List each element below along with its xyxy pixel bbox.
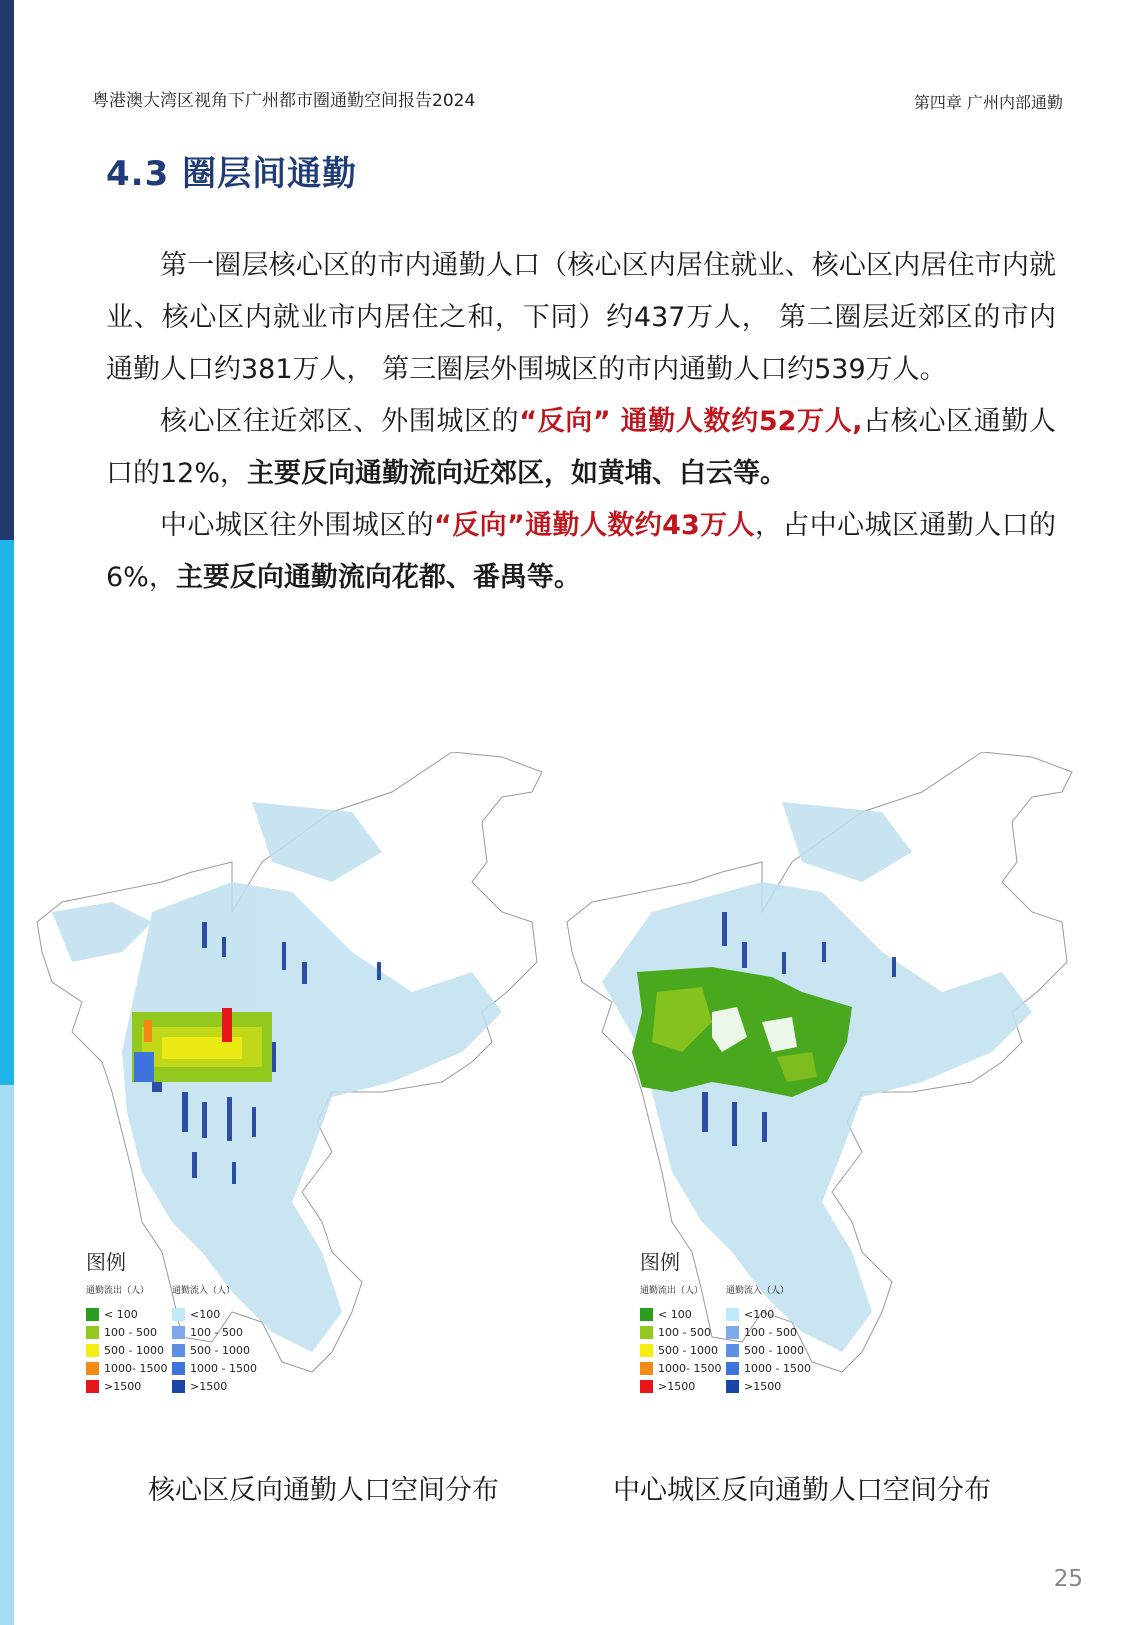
legend-item	[726, 1377, 804, 1395]
paragraph-2-highlight: “反向” 通勤人数约52万人,	[519, 406, 863, 437]
swatch	[172, 1326, 185, 1339]
legend-inflow-head: 通勤流入（人）	[172, 1286, 236, 1296]
legend-item	[172, 1377, 250, 1395]
side-bar-pale	[0, 1085, 14, 1625]
paragraph-2	[106, 396, 1056, 500]
legend-item	[86, 1377, 164, 1395]
legend-item	[86, 1305, 164, 1323]
legend-outflow-head: 通勤流出（人）	[640, 1286, 704, 1296]
swatch	[86, 1344, 99, 1357]
legend-label: 500 - 1000	[658, 1343, 718, 1357]
legend-item	[172, 1359, 257, 1377]
legend-inflow-column	[726, 1283, 811, 1395]
paragraph-3-lead: 中心城区往外围城区的	[160, 510, 435, 541]
legend-label: <100	[744, 1307, 775, 1321]
paragraph-3-highlight: “反向”通勤人数约43万人	[434, 510, 755, 541]
section-title: 4.3 圈层间通勤	[106, 154, 358, 194]
swatch	[726, 1362, 739, 1375]
page-number: 25	[1053, 1566, 1083, 1592]
swatch	[640, 1380, 653, 1393]
legend-label: 100 - 500	[744, 1325, 797, 1339]
swatch	[86, 1362, 99, 1375]
legend-label: 100 - 500	[658, 1325, 711, 1339]
legend-item	[640, 1359, 722, 1377]
swatch	[172, 1362, 185, 1375]
legend-item	[726, 1359, 811, 1377]
paragraph-2-bold: 主要反向通勤流向近郊区，如黄埔、白云等。	[247, 458, 788, 489]
legend-left	[86, 1246, 257, 1395]
legend-label: 500 - 1000	[104, 1343, 164, 1357]
legend-item	[640, 1377, 718, 1395]
header-report-title: 粤港澳大湾区视角下广州都市圈通勤空间报告2024	[92, 91, 476, 111]
legend-label: <100	[190, 1307, 221, 1321]
swatch	[640, 1308, 653, 1321]
swatch	[86, 1308, 99, 1321]
swatch	[726, 1344, 739, 1357]
legend-item	[86, 1359, 168, 1377]
legend-outflow-column	[86, 1283, 168, 1395]
paragraph-2-lead: 核心区往近郊区、外围城区的	[160, 406, 520, 437]
legend-outflow-head: 通勤流出（人）	[86, 1286, 150, 1296]
paragraph-3-bold: 主要反向通勤流向花都、番禺等。	[175, 562, 581, 593]
legend-item	[172, 1323, 250, 1341]
legend-label: 100 - 500	[190, 1325, 243, 1339]
map-outflow-core	[132, 1008, 272, 1082]
legend-item	[726, 1305, 804, 1323]
legend-inflow-head: 通勤流入（人）	[726, 1286, 790, 1296]
header-chapter: 第四章 广州内部通勤	[913, 93, 1063, 112]
swatch	[86, 1326, 99, 1339]
legend-item	[640, 1341, 718, 1359]
legend-label: 1000 - 1500	[744, 1361, 811, 1375]
legend-label: 500 - 1000	[744, 1343, 804, 1357]
legend-label: 1000 - 1500	[190, 1361, 257, 1375]
legend-label: 1000- 1500	[658, 1361, 722, 1375]
swatch	[726, 1380, 739, 1393]
legend-item	[726, 1341, 804, 1359]
swatch	[640, 1344, 653, 1357]
paragraph-3	[106, 500, 1056, 604]
legend-label: >1500	[190, 1379, 228, 1393]
side-bar-cyan	[0, 540, 14, 1085]
swatch	[86, 1380, 99, 1393]
legend-item	[640, 1305, 718, 1323]
paragraph-2-mid: 占核心区通勤人口的12%，	[106, 406, 1056, 489]
paragraph-1: 第一圈层核心区的市内通勤人口（核心区内居住就业、核心区内居住市内就业、核心区内就业市内居住之和，下同）约437万人， 第二圈层近郊区的市内通勤人口约381万人， 第三圈层外围城区的市内通勤人口约539万人。	[106, 250, 1056, 385]
legend-item	[726, 1323, 804, 1341]
legend-outflow-column	[640, 1283, 722, 1395]
swatch	[640, 1326, 653, 1339]
legend-item	[86, 1323, 164, 1341]
legend-item	[172, 1305, 250, 1323]
legend-label: 1000- 1500	[104, 1361, 168, 1375]
legend-item	[640, 1323, 718, 1341]
legend-label: 500 - 1000	[190, 1343, 250, 1357]
caption-central-map: 中心城区反向通勤人口空间分布	[613, 1475, 991, 1506]
side-bar-dark	[0, 0, 14, 540]
legend-title: 图例	[86, 1250, 126, 1274]
body-text	[106, 240, 1056, 604]
legend-title: 图例	[640, 1250, 680, 1274]
swatch	[726, 1308, 739, 1321]
swatch	[726, 1326, 739, 1339]
swatch	[172, 1344, 185, 1357]
legend-right	[640, 1246, 811, 1395]
legend-label: < 100	[104, 1307, 138, 1321]
legend-label: 100 - 500	[104, 1325, 157, 1339]
legend-label: >1500	[744, 1379, 782, 1393]
swatch	[640, 1362, 653, 1375]
caption-core-map: 核心区反向通勤人口空间分布	[148, 1475, 499, 1506]
paragraph-3-mid: ，占中心城区通勤人口的6%，	[106, 510, 1057, 593]
legend-item	[86, 1341, 164, 1359]
swatch	[172, 1380, 185, 1393]
legend-item	[172, 1341, 250, 1359]
legend-label: >1500	[104, 1379, 142, 1393]
legend-label: >1500	[658, 1379, 696, 1393]
swatch	[172, 1308, 185, 1321]
legend-inflow-column	[172, 1283, 257, 1395]
legend-label: < 100	[658, 1307, 692, 1321]
